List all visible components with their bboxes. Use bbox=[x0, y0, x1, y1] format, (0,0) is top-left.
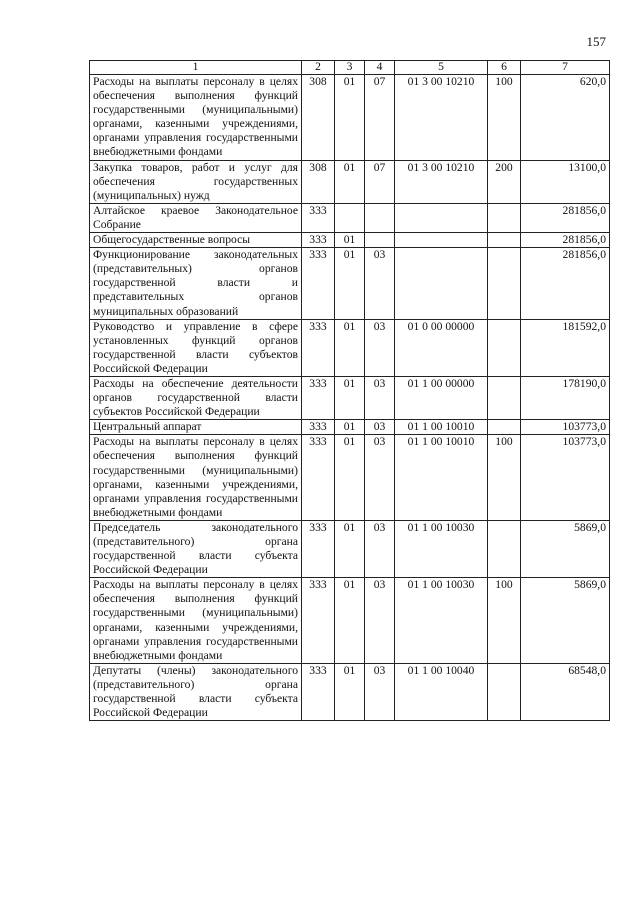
table-row bbox=[90, 75, 610, 161]
row-code-2: 333 bbox=[302, 420, 335, 435]
row-name: Расходы на обеспечение деятельности органов государственной власти субъектов Российской Федерации bbox=[90, 376, 302, 419]
row-code-3: 01 bbox=[335, 248, 365, 319]
row-code-3: 01 bbox=[335, 160, 365, 203]
row-sum: 13100,0 bbox=[521, 160, 610, 203]
row-code-5 bbox=[395, 248, 488, 319]
row-name: Руководство и управление в сфере установленных функций органов государственной власти субъектов Российской Федерации bbox=[90, 319, 302, 376]
row-code-6: 200 bbox=[488, 160, 521, 203]
row-code-5: 01 1 00 10010 bbox=[395, 435, 488, 521]
row-code-2: 333 bbox=[302, 203, 335, 232]
row-code-3: 01 bbox=[335, 520, 365, 577]
row-code-6 bbox=[488, 376, 521, 419]
row-sum: 281856,0 bbox=[521, 203, 610, 232]
row-name: Расходы на выплаты персоналу в целях обеспечения выполнения функций государственными (муниципальными) органами, казенными учреждениями, органами управления государственными внебюджетными фондами bbox=[90, 75, 302, 161]
table-row bbox=[90, 663, 610, 720]
row-code-3: 01 bbox=[335, 376, 365, 419]
row-sum: 281856,0 bbox=[521, 233, 610, 248]
row-sum: 5869,0 bbox=[521, 520, 610, 577]
row-name: Председатель законодательного (представительного) органа государственной власти субъекта Российской Федерации bbox=[90, 520, 302, 577]
row-code-6 bbox=[488, 663, 521, 720]
header-col-7: 7 bbox=[521, 61, 610, 75]
row-code-5: 01 1 00 10030 bbox=[395, 578, 488, 664]
table-row bbox=[90, 435, 610, 521]
row-code-3: 01 bbox=[335, 663, 365, 720]
row-sum: 68548,0 bbox=[521, 663, 610, 720]
row-code-6 bbox=[488, 233, 521, 248]
row-sum: 178190,0 bbox=[521, 376, 610, 419]
table-row bbox=[90, 233, 610, 248]
row-sum: 281856,0 bbox=[521, 248, 610, 319]
row-code-3: 01 bbox=[335, 233, 365, 248]
row-code-5: 01 1 00 10030 bbox=[395, 520, 488, 577]
row-code-2: 333 bbox=[302, 435, 335, 521]
row-code-5: 01 0 00 00000 bbox=[395, 319, 488, 376]
row-code-4: 03 bbox=[365, 319, 395, 376]
table-header bbox=[90, 61, 610, 75]
row-code-5: 01 1 00 10010 bbox=[395, 420, 488, 435]
table-row bbox=[90, 520, 610, 577]
header-col-5: 5 bbox=[395, 61, 488, 75]
row-code-2: 333 bbox=[302, 578, 335, 664]
row-sum: 103773,0 bbox=[521, 420, 610, 435]
table-row bbox=[90, 319, 610, 376]
row-code-3: 01 bbox=[335, 420, 365, 435]
row-name: Общегосударственные вопросы bbox=[90, 233, 302, 248]
row-code-4: 03 bbox=[365, 376, 395, 419]
row-code-3: 01 bbox=[335, 578, 365, 664]
row-code-2: 333 bbox=[302, 663, 335, 720]
row-code-5: 01 1 00 10040 bbox=[395, 663, 488, 720]
header-col-1: 1 bbox=[90, 61, 302, 75]
table-row bbox=[90, 376, 610, 419]
row-name: Закупка товаров, работ и услуг для обеспечения государственных (муниципальных) нужд bbox=[90, 160, 302, 203]
row-code-4: 03 bbox=[365, 578, 395, 664]
row-code-2: 333 bbox=[302, 233, 335, 248]
row-code-4: 07 bbox=[365, 75, 395, 161]
row-code-4: 03 bbox=[365, 435, 395, 521]
row-code-2: 333 bbox=[302, 319, 335, 376]
row-code-2: 308 bbox=[302, 75, 335, 161]
table-row bbox=[90, 203, 610, 232]
row-name: Алтайское краевое Законодательное Собрание bbox=[90, 203, 302, 232]
row-code-6 bbox=[488, 520, 521, 577]
row-code-5: 01 3 00 10210 bbox=[395, 75, 488, 161]
row-code-3 bbox=[335, 203, 365, 232]
header-col-6: 6 bbox=[488, 61, 521, 75]
row-code-4: 03 bbox=[365, 520, 395, 577]
table-row bbox=[90, 420, 610, 435]
row-code-5: 01 3 00 10210 bbox=[395, 160, 488, 203]
row-code-4: 03 bbox=[365, 663, 395, 720]
row-sum: 103773,0 bbox=[521, 435, 610, 521]
row-code-3: 01 bbox=[335, 319, 365, 376]
header-row bbox=[90, 61, 610, 75]
header-col-2: 2 bbox=[302, 61, 335, 75]
row-sum: 181592,0 bbox=[521, 319, 610, 376]
row-code-6: 100 bbox=[488, 435, 521, 521]
row-code-4: 03 bbox=[365, 248, 395, 319]
row-code-5 bbox=[395, 203, 488, 232]
row-code-3: 01 bbox=[335, 75, 365, 161]
row-code-4 bbox=[365, 203, 395, 232]
row-name: Расходы на выплаты персоналу в целях обеспечения выполнения функций государственными (муниципальными) органами, казенными учреждениями, органами управления государственными внебюджетными фондами bbox=[90, 578, 302, 664]
row-code-6: 100 bbox=[488, 75, 521, 161]
table-body bbox=[90, 75, 610, 721]
table-row bbox=[90, 578, 610, 664]
row-name: Центральный аппарат bbox=[90, 420, 302, 435]
row-code-5 bbox=[395, 233, 488, 248]
budget-table bbox=[89, 60, 610, 721]
row-code-6: 100 bbox=[488, 578, 521, 664]
row-code-6 bbox=[488, 203, 521, 232]
row-code-6 bbox=[488, 420, 521, 435]
row-code-4 bbox=[365, 233, 395, 248]
row-code-4: 07 bbox=[365, 160, 395, 203]
row-name: Расходы на выплаты персоналу в целях обеспечения выполнения функций государственными (муниципальными) органами, казенными учреждениями, органами управления государственными внебюджетными фондами bbox=[90, 435, 302, 521]
row-code-5: 01 1 00 00000 bbox=[395, 376, 488, 419]
table-row bbox=[90, 248, 610, 319]
row-sum: 5869,0 bbox=[521, 578, 610, 664]
row-code-2: 333 bbox=[302, 520, 335, 577]
row-code-2: 333 bbox=[302, 376, 335, 419]
row-code-2: 308 bbox=[302, 160, 335, 203]
row-sum: 620,0 bbox=[521, 75, 610, 161]
page-number: 157 bbox=[586, 34, 606, 49]
row-code-6 bbox=[488, 319, 521, 376]
row-name: Функционирование законодательных (представительных) органов государственной власти и представительных органов муниципальных образований bbox=[90, 248, 302, 319]
row-code-6 bbox=[488, 248, 521, 319]
row-code-4: 03 bbox=[365, 420, 395, 435]
header-col-4: 4 bbox=[365, 61, 395, 75]
row-code-2: 333 bbox=[302, 248, 335, 319]
header-col-3: 3 bbox=[335, 61, 365, 75]
row-name: Депутаты (члены) законодательного (представительного) органа государственной власти субъекта Российской Федерации bbox=[90, 663, 302, 720]
table-row bbox=[90, 160, 610, 203]
row-code-3: 01 bbox=[335, 435, 365, 521]
